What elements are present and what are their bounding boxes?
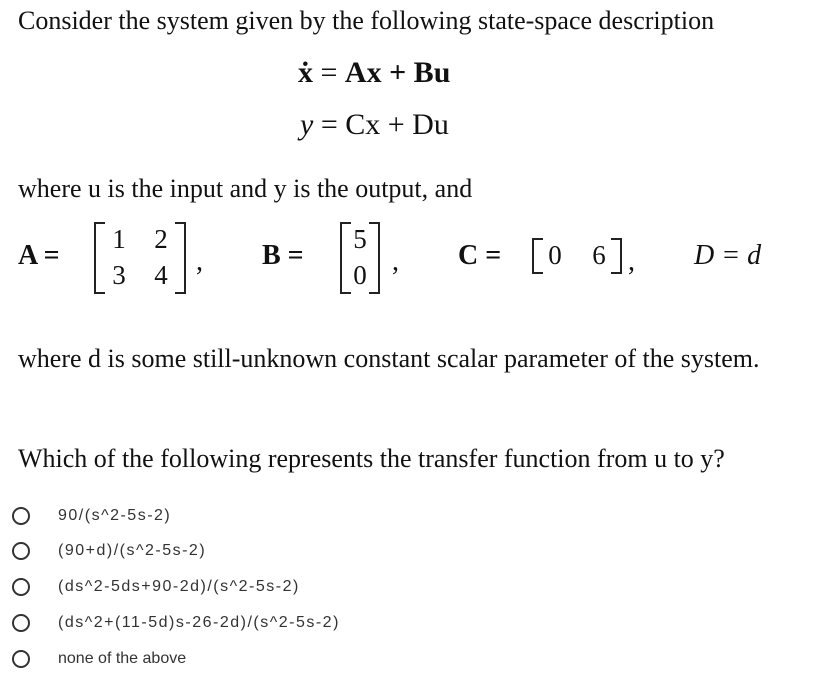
eq2-lhs: y xyxy=(300,108,314,141)
matrix-a-cell: 3 xyxy=(112,260,126,290)
output-equation xyxy=(300,108,449,142)
radio-button[interactable] xyxy=(12,614,30,632)
matrix-b xyxy=(340,222,380,294)
answer-option[interactable] xyxy=(12,644,187,674)
option-label[interactable]: (ds^2-5ds+90-2d)/(s^2-5s-2) xyxy=(58,578,300,595)
option-label[interactable]: none of the above xyxy=(58,650,187,667)
eq2-rhs: Cx + Du xyxy=(345,108,449,141)
answer-option[interactable] xyxy=(12,536,207,566)
matrix-d-label: D = d xyxy=(694,240,762,271)
matrix-separator: , xyxy=(628,246,635,277)
eq1-rhs: Ax + Bu xyxy=(344,56,451,89)
parameter-description: where d is some still-unknown constant scalar parameter of the system. xyxy=(18,344,760,373)
matrix-a-cell: 1 xyxy=(112,224,126,254)
answer-option[interactable] xyxy=(12,572,300,602)
matrix-c xyxy=(532,238,622,274)
matrix-a-label: A = xyxy=(18,240,60,271)
matrix-a xyxy=(94,222,186,294)
matrix-b-cell: 5 xyxy=(353,224,367,254)
matrix-a-cell: 4 xyxy=(154,260,168,290)
matrix-c-cell: 0 xyxy=(548,240,562,270)
option-label[interactable]: 90/(s^2-5s-2) xyxy=(58,507,172,524)
eq2-equals: = xyxy=(320,108,338,141)
question-prompt: Which of the following represents the transfer function from u to y? xyxy=(18,444,725,473)
matrix-b-label: B = xyxy=(262,240,304,271)
eq1-equals: = xyxy=(320,56,338,89)
answer-option[interactable] xyxy=(12,608,340,638)
intro-text: Consider the system given by the following state-space description xyxy=(18,6,715,35)
option-label[interactable]: (ds^2+(11-5d)s-26-2d)/(s^2-5s-2) xyxy=(58,614,340,631)
where-line: where u is the input and y is the output, and xyxy=(18,174,473,203)
radio-button[interactable] xyxy=(12,578,30,596)
answer-option[interactable] xyxy=(12,501,172,531)
radio-button[interactable] xyxy=(12,507,30,525)
radio-button[interactable] xyxy=(12,542,30,560)
matrix-c-cell: 6 xyxy=(592,240,606,270)
matrix-a-cell: 2 xyxy=(154,224,168,254)
state-equation xyxy=(298,56,450,90)
matrix-c-label: C = xyxy=(458,240,502,271)
eq1-lhs: ẋ xyxy=(298,56,313,89)
matrix-b-cell: 0 xyxy=(353,260,367,290)
matrix-separator: , xyxy=(392,246,399,277)
radio-button[interactable] xyxy=(12,650,30,668)
option-label[interactable]: (90+d)/(s^2-5s-2) xyxy=(58,542,207,559)
matrix-separator: , xyxy=(196,246,203,277)
